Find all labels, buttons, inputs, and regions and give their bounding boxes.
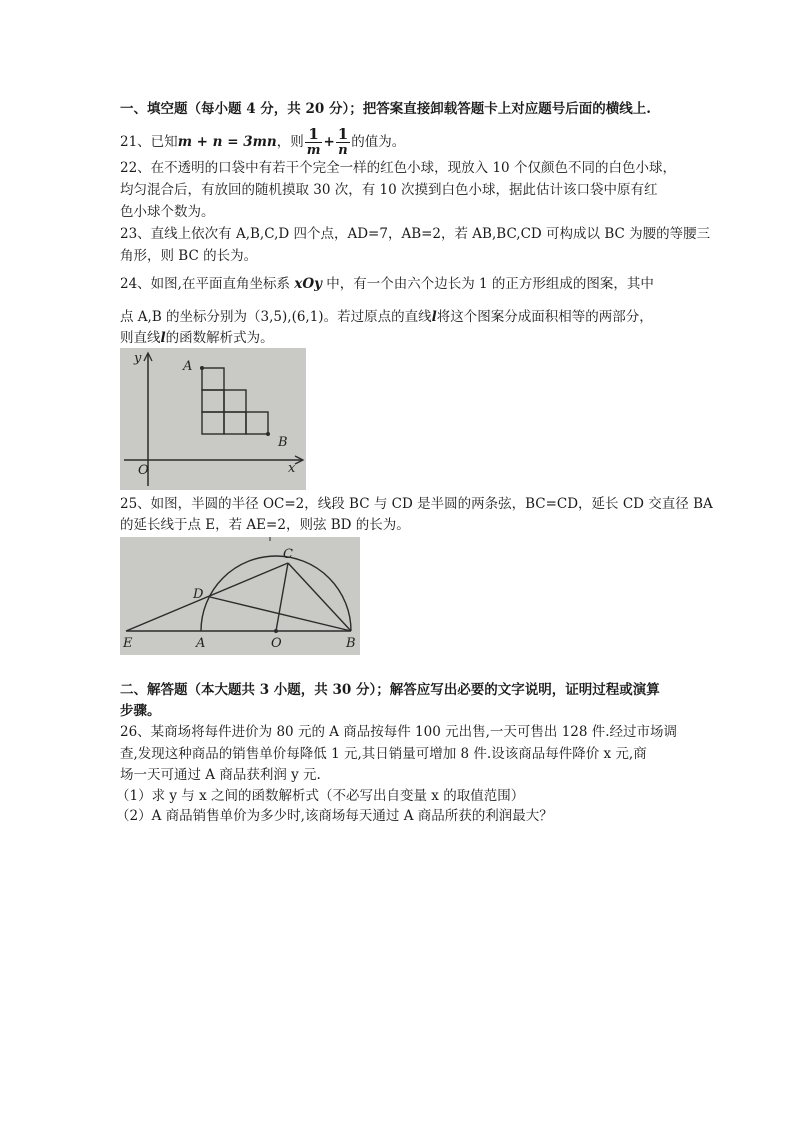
q24-line3-prefix: 则直线	[120, 330, 161, 346]
q25-line-2: 的延长线于点 E，若 AE=2，则弦 BD 的长为。	[120, 517, 410, 533]
q22-line-3: 色小球个数为。	[120, 204, 215, 220]
q24-figure	[120, 348, 306, 490]
q21-fraction-1	[305, 127, 323, 158]
q23-line-1: 23、直线上依次有 A,B,C,D 四个点，AD=7，AB=2，若 AB,BC,CD 可构成以 BC 为腰的等腰三	[120, 226, 711, 242]
q25-line-1: 25、如图，半圆的半径 OC=2，线段 BC 与 CD 是半圆的两条弦，BC=CD，延长 CD 交直径 BA	[120, 496, 713, 512]
q23-line-2: 角形，则 BC 的长为。	[120, 248, 258, 264]
q24-line-1	[120, 274, 654, 294]
section2-heading-line-2: 步骤。	[120, 703, 161, 719]
question-21	[120, 127, 405, 158]
q21-suffix: 的值为。	[351, 134, 406, 150]
label-c: C	[283, 547, 293, 562]
q24-line1-prefix: 24、如图,在平面直角坐标系	[120, 276, 295, 292]
q24-line1-suffix: 中，有一个由六个边长为 1 的正方形组成的图案，其中	[321, 276, 654, 292]
label-b: B	[346, 636, 356, 651]
q21-frac2-denominator: n	[338, 143, 348, 158]
q25-figure-svg	[120, 537, 360, 655]
q24-line3-suffix: 的函数解析式为。	[165, 330, 274, 346]
q26-line-3: 场一天可通过 A 商品获利润 y 元.	[120, 767, 321, 783]
q24-line2-prefix: 点 A,B 的坐标分别为（3,5),(6,1)。若过原点的直线	[120, 309, 432, 325]
label-o: O	[271, 636, 282, 651]
label-d: D	[193, 587, 204, 602]
label-a: A	[183, 359, 193, 374]
q21-fraction-2	[336, 127, 350, 158]
q21-frac1-numerator: 1	[305, 127, 323, 143]
section1-heading: 一、填空题（每小题 4 分，共 20 分）；把答案直接卸载答题卡上对应题号后面的横线上.	[120, 101, 651, 117]
point-b	[266, 432, 270, 436]
q24-math-l-2: l	[160, 330, 166, 346]
q21-equation: m + n = 3mn	[177, 134, 277, 150]
label-e: E	[123, 636, 133, 651]
point-a	[200, 366, 204, 370]
q26-subquestion-2: （2）A 商品销售单价为多少时,该商场每天通过 A 商品所获的利润最大？	[116, 808, 553, 824]
q26-line-1: 26、某商场将每件进价为 80 元的 A 商品按每件 100 元出售,一天可售出 128 件.经过市场调	[120, 724, 678, 740]
q25-figure	[120, 537, 360, 655]
q24-line2-suffix: 将这个图案分成面积相等的两部分，	[436, 309, 653, 325]
q21-prefix: 21、已知	[120, 134, 178, 150]
point-o	[274, 629, 278, 633]
q24-math-l: l	[431, 309, 437, 325]
q24-line-3	[120, 328, 274, 348]
q21-frac1-denominator: m	[306, 143, 321, 158]
q24-math-xoy: xOy	[294, 276, 322, 292]
q21-middle: ，则	[276, 134, 304, 150]
q24-figure-svg	[120, 348, 306, 490]
q22-line-2: 均匀混合后，有放回的随机摸取 30 次，有 10 次摸到白色小球，据此估计该口袋中原有红	[120, 182, 658, 198]
q22-line-1: 22、在不透明的口袋中有若干个完全一样的红色小球，现放入 10 个仅颜色不同的白色小球，	[120, 160, 676, 176]
label-x: x	[288, 461, 296, 476]
label-b: B	[278, 435, 288, 450]
q24-line-2	[120, 307, 653, 327]
label-a: A	[196, 636, 206, 651]
figure-background	[120, 537, 360, 655]
q21-frac2-numerator: 1	[337, 125, 349, 143]
section2-heading-line-1: 二、解答题（本大题共 3 小题，共 30 分）；解答应写出必要的文字说明，证明过程或演算	[120, 682, 660, 698]
q21-plus: +	[323, 134, 335, 150]
q26-line-2: 查,发现这种商品的销售单价每降低 1 元,其日销量可增加 8 件.设该商品每件降价 x 元,商	[120, 746, 647, 762]
q26-subquestion-1: （1）求 y 与 x 之间的函数解析式（不必写出自变量 x 的取值范围）	[116, 788, 525, 804]
label-y: y	[134, 351, 142, 366]
label-origin: O	[138, 463, 149, 478]
